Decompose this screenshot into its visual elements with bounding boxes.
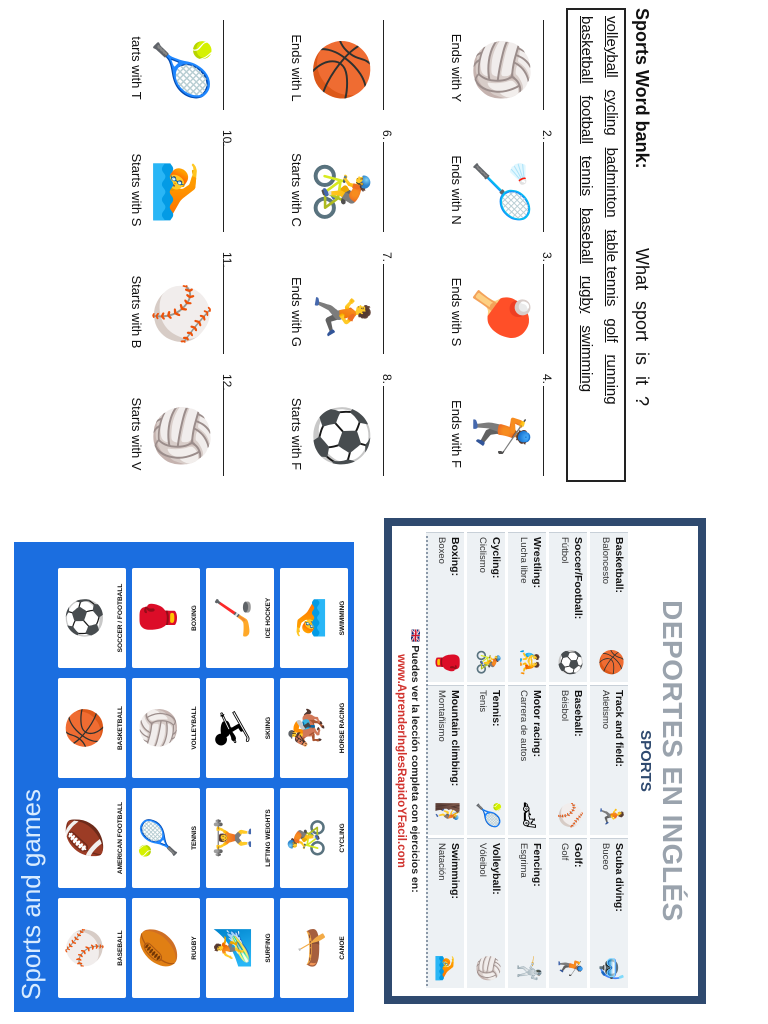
sport-english-name: Baseball: <box>572 690 584 737</box>
word-bank-word: swimming <box>578 325 595 393</box>
answer-blank[interactable] <box>383 20 384 110</box>
deportes-item <box>549 838 587 988</box>
word-bank-word: rugby <box>578 275 595 314</box>
sport-picture-icon: 🏃 <box>312 281 370 347</box>
item-clue: Ends with F <box>449 400 464 468</box>
sport-spanish-name: Lucha libre <box>518 537 529 584</box>
sport-english-name: Scuba diving: <box>613 843 625 912</box>
sport-card-label: SURFING <box>265 933 272 963</box>
answer-blank[interactable] <box>383 264 384 354</box>
word-bank-word: baseball <box>578 207 595 264</box>
word-bank-word: badminton <box>603 147 620 218</box>
word-bank-word: basketball <box>578 16 595 84</box>
sport-icon: 🎾 <box>476 801 501 829</box>
sport-card-icon: 🏋 <box>214 816 252 860</box>
deportes-grid <box>426 532 628 988</box>
item-number: 8. <box>380 374 394 385</box>
worksheet-header <box>562 8 654 492</box>
sport-card-label: BASEBALL <box>117 930 124 966</box>
item-number: 6. <box>380 130 394 141</box>
sport-english-name: Golf: <box>572 843 584 868</box>
sport-card-label: SWIMMING <box>339 600 346 636</box>
sport-picture-icon: 🏀 <box>312 37 370 103</box>
item-number: 11. <box>220 252 234 268</box>
sport-card <box>58 788 126 888</box>
worksheet-item <box>278 130 396 250</box>
sport-card-label: ICE HOCKEY <box>265 597 272 639</box>
word-bank-row-2 <box>578 16 595 392</box>
sport-english-name: Mountain climbing: <box>449 690 461 787</box>
answer-blank[interactable] <box>543 264 544 354</box>
worksheet-item <box>278 252 396 372</box>
worksheet-item <box>278 374 396 494</box>
deportes-content <box>384 518 706 1004</box>
item-clue: Starts with F <box>289 397 304 471</box>
sport-picture-icon: 🚴 <box>312 159 370 225</box>
sport-english-name: Track and field: <box>613 690 625 768</box>
deportes-item <box>467 838 505 988</box>
sport-card <box>132 568 200 668</box>
sport-card-label: BOXING <box>191 605 198 631</box>
sport-english-name: Soccer/Football: <box>572 537 584 620</box>
sport-english-name: Basketball: <box>613 537 625 594</box>
sport-spanish-name: Montañismo <box>436 690 447 742</box>
sport-spanish-name: Carrera de autos <box>518 690 529 762</box>
sport-english-name: Wrestling: <box>531 537 543 589</box>
sport-picture-icon: ⚾ <box>152 281 210 347</box>
sport-card-icon: 🏉 <box>140 926 178 970</box>
sport-card-icon: 🏐 <box>140 706 178 750</box>
word-bank-word: golf <box>603 318 620 343</box>
sport-spanish-name: Fútbol <box>559 537 570 564</box>
answer-blank[interactable] <box>383 386 384 476</box>
sport-card-label: BASKETBALL <box>117 705 124 751</box>
sport-english-name: Swimming: <box>449 843 461 900</box>
sport-english-name: Volleyball: <box>490 843 502 895</box>
sport-card-icon: ⛷ <box>214 706 252 750</box>
sport-icon: 🏀 <box>599 648 624 676</box>
worksheet-item <box>278 8 396 128</box>
sport-icon: ⚾ <box>558 801 583 829</box>
deportes-item <box>590 532 628 682</box>
sport-card <box>58 568 126 668</box>
sport-picture-icon: 🎾 <box>152 37 210 103</box>
sports-and-games-poster <box>14 542 354 1012</box>
divider <box>426 536 428 986</box>
sport-english-name: Motor racing: <box>531 690 543 758</box>
deportes-item <box>467 685 505 835</box>
deportes-item <box>426 532 464 682</box>
sport-card-label: HORSE RACING <box>339 702 346 754</box>
sport-card <box>206 568 274 668</box>
sport-english-name: Cycling: <box>490 537 502 579</box>
sport-icon: 🤿 <box>599 954 624 982</box>
deportes-footer-url[interactable]: www.AprenderInglesRapidoYFacil.com <box>395 654 407 868</box>
item-clue: Ends with Y <box>449 33 464 103</box>
item-clue: tarts with T <box>129 36 144 100</box>
item-clue: Starts with C <box>289 153 304 227</box>
sport-card-icon: 🛶 <box>288 926 326 970</box>
sport-card <box>280 788 348 888</box>
worksheet-question: What sport is it ? <box>632 248 652 407</box>
sport-spanish-name: Ciclismo <box>477 537 488 573</box>
sport-english-name: Fencing: <box>531 843 543 887</box>
sport-card <box>280 898 348 998</box>
item-clue: Starts with V <box>129 397 144 471</box>
worksheet-item <box>438 374 556 494</box>
answer-blank[interactable] <box>223 386 224 476</box>
sport-card <box>58 898 126 998</box>
word-bank-word: running <box>603 354 620 405</box>
answer-blank[interactable] <box>543 20 544 110</box>
item-clue: Ends with N <box>449 155 464 225</box>
sport-spanish-name: Natación <box>436 843 447 881</box>
sport-picture-icon: 🏌 <box>472 403 530 469</box>
answer-blank[interactable] <box>543 386 544 476</box>
sport-picture-icon: 🏸 <box>472 159 530 225</box>
item-clue: Ends with L <box>289 34 304 102</box>
sport-english-name: Tennis: <box>490 690 502 727</box>
sport-icon: 🤺 <box>517 954 542 982</box>
deportes-item <box>508 532 546 682</box>
worksheet-item <box>438 252 556 372</box>
deportes-item <box>508 685 546 835</box>
word-bank-word: volleyball <box>603 16 620 78</box>
sport-card-label: SKIING <box>265 716 272 740</box>
sport-spanish-name: Baloncesto <box>600 537 611 585</box>
item-number: 2. <box>540 130 554 141</box>
sports-card-grid <box>58 568 348 998</box>
deportes-paper <box>392 526 698 996</box>
sport-card-icon: 🏒 <box>214 596 252 640</box>
sport-icon: 🏐 <box>476 954 501 982</box>
sports-and-games-content <box>14 542 354 1012</box>
sport-card <box>206 678 274 778</box>
sport-spanish-name: Esgrima <box>518 843 529 878</box>
sport-card-icon: 🥊 <box>140 596 178 640</box>
word-bank-row-1 <box>603 16 620 405</box>
footer-text: Puedes ver la lección completa con ejercicios en: <box>409 645 421 893</box>
sport-icon: 🏎 <box>517 801 542 829</box>
sports-worksheet <box>70 0 660 500</box>
sport-card <box>132 898 200 998</box>
worksheet-item <box>118 252 236 372</box>
item-number: 10. <box>220 130 234 147</box>
sport-spanish-name: Tenis <box>477 690 488 713</box>
sport-card-label: SOCCER / FOOTBALL <box>117 583 124 653</box>
sport-picture-icon: 🏓 <box>472 281 530 347</box>
deportes-title: DEPORTES EN INGLÉS <box>657 600 688 922</box>
sport-icon: 🏃 <box>599 801 624 829</box>
worksheet-item <box>118 130 236 250</box>
sport-spanish-name: Vóleibol <box>477 843 488 877</box>
item-number: 3. <box>540 252 554 263</box>
sport-card <box>206 898 274 998</box>
sport-icon: ⚽ <box>558 648 583 676</box>
sport-card <box>58 678 126 778</box>
worksheet-item <box>118 374 236 494</box>
worksheet-item <box>438 130 556 250</box>
sport-card-icon: 🏄 <box>214 926 252 970</box>
sport-icon: 🤼 <box>517 648 542 676</box>
word-bank-word: football <box>578 95 595 144</box>
item-clue: Ends with S <box>449 277 464 347</box>
sport-icon: 🥊 <box>435 648 460 676</box>
sports-and-games-title: Sports and games <box>16 788 46 1000</box>
deportes-item <box>590 838 628 988</box>
sport-card <box>280 568 348 668</box>
sport-card <box>280 678 348 778</box>
sport-card-icon: ⚾ <box>66 926 104 970</box>
worksheet-title: Sports Word bank: <box>632 8 652 169</box>
item-number: 7. <box>380 252 394 263</box>
sport-icon: 🏊 <box>435 954 460 982</box>
deportes-subtitle: SPORTS <box>637 730 654 792</box>
deportes-item <box>426 685 464 835</box>
worksheet-item <box>438 8 556 128</box>
sport-icon: 🚴 <box>476 648 501 676</box>
word-bank <box>566 8 626 482</box>
answer-blank[interactable] <box>223 264 224 354</box>
word-bank-word: tennis <box>578 155 595 196</box>
sport-spanish-name: Buceo <box>600 843 611 870</box>
sport-picture-icon: 🏐 <box>472 37 530 103</box>
worksheet-item <box>118 8 236 128</box>
sport-card-icon: 🏈 <box>66 816 104 860</box>
word-bank-word: table tennis <box>603 229 620 307</box>
sport-icon: 🧗 <box>435 801 460 829</box>
sport-spanish-name: Béisbol <box>559 690 570 722</box>
worksheet-page <box>70 0 660 500</box>
deportes-item <box>467 532 505 682</box>
sport-card-label: LIFTING WEIGHTS <box>265 809 272 867</box>
deportes-item <box>549 685 587 835</box>
sport-card-label: RUGBY <box>191 936 198 960</box>
deportes-poster <box>384 518 706 1004</box>
sport-card-icon: ⚽ <box>66 596 104 640</box>
sport-card <box>132 678 200 778</box>
sport-card <box>132 788 200 888</box>
sport-spanish-name: Golf <box>559 843 570 861</box>
sport-picture-icon: 🏊 <box>152 159 210 225</box>
sport-card <box>206 788 274 888</box>
sport-card-icon: 🚴 <box>288 816 326 860</box>
item-clue: Ends with G <box>289 276 304 348</box>
deportes-item <box>426 838 464 988</box>
answer-blank[interactable] <box>223 20 224 110</box>
deportes-item <box>508 838 546 988</box>
answer-blank[interactable] <box>383 142 384 232</box>
uk-flag-icon: 🇬🇧 <box>409 629 421 643</box>
sport-card-icon: 🏇 <box>288 706 326 750</box>
sport-card-label: TENNIS <box>191 826 198 850</box>
item-number: 12. <box>220 374 234 391</box>
answer-blank[interactable] <box>543 142 544 232</box>
item-clue: Starts with B <box>129 275 144 349</box>
answer-blank[interactable] <box>223 142 224 232</box>
deportes-item <box>590 685 628 835</box>
sport-card-label: CANOE <box>339 936 346 960</box>
sport-card-icon: 🏀 <box>66 706 104 750</box>
sport-card-icon: 🎾 <box>140 816 178 860</box>
sport-spanish-name: Boxeo <box>436 537 447 564</box>
sport-card-label: AMERICAN FOOTBALL <box>117 801 124 875</box>
sport-card-label: CYCLING <box>339 823 346 853</box>
word-bank-word: cycling <box>603 89 620 136</box>
sport-card-icon: 🏊 <box>288 596 326 640</box>
sport-spanish-name: Atletismo <box>600 690 611 730</box>
deportes-item <box>549 532 587 682</box>
sport-icon: 🏌 <box>558 954 583 982</box>
sport-picture-icon: ⚽ <box>312 403 370 469</box>
item-clue: Starts with S <box>129 153 144 227</box>
sport-picture-icon: 🏐 <box>152 403 210 469</box>
item-number: 4. <box>540 374 554 385</box>
sport-english-name: Boxing: <box>449 537 461 577</box>
deportes-footer-text <box>409 526 422 996</box>
sport-card-label: VOLLEYBALL <box>191 706 198 750</box>
